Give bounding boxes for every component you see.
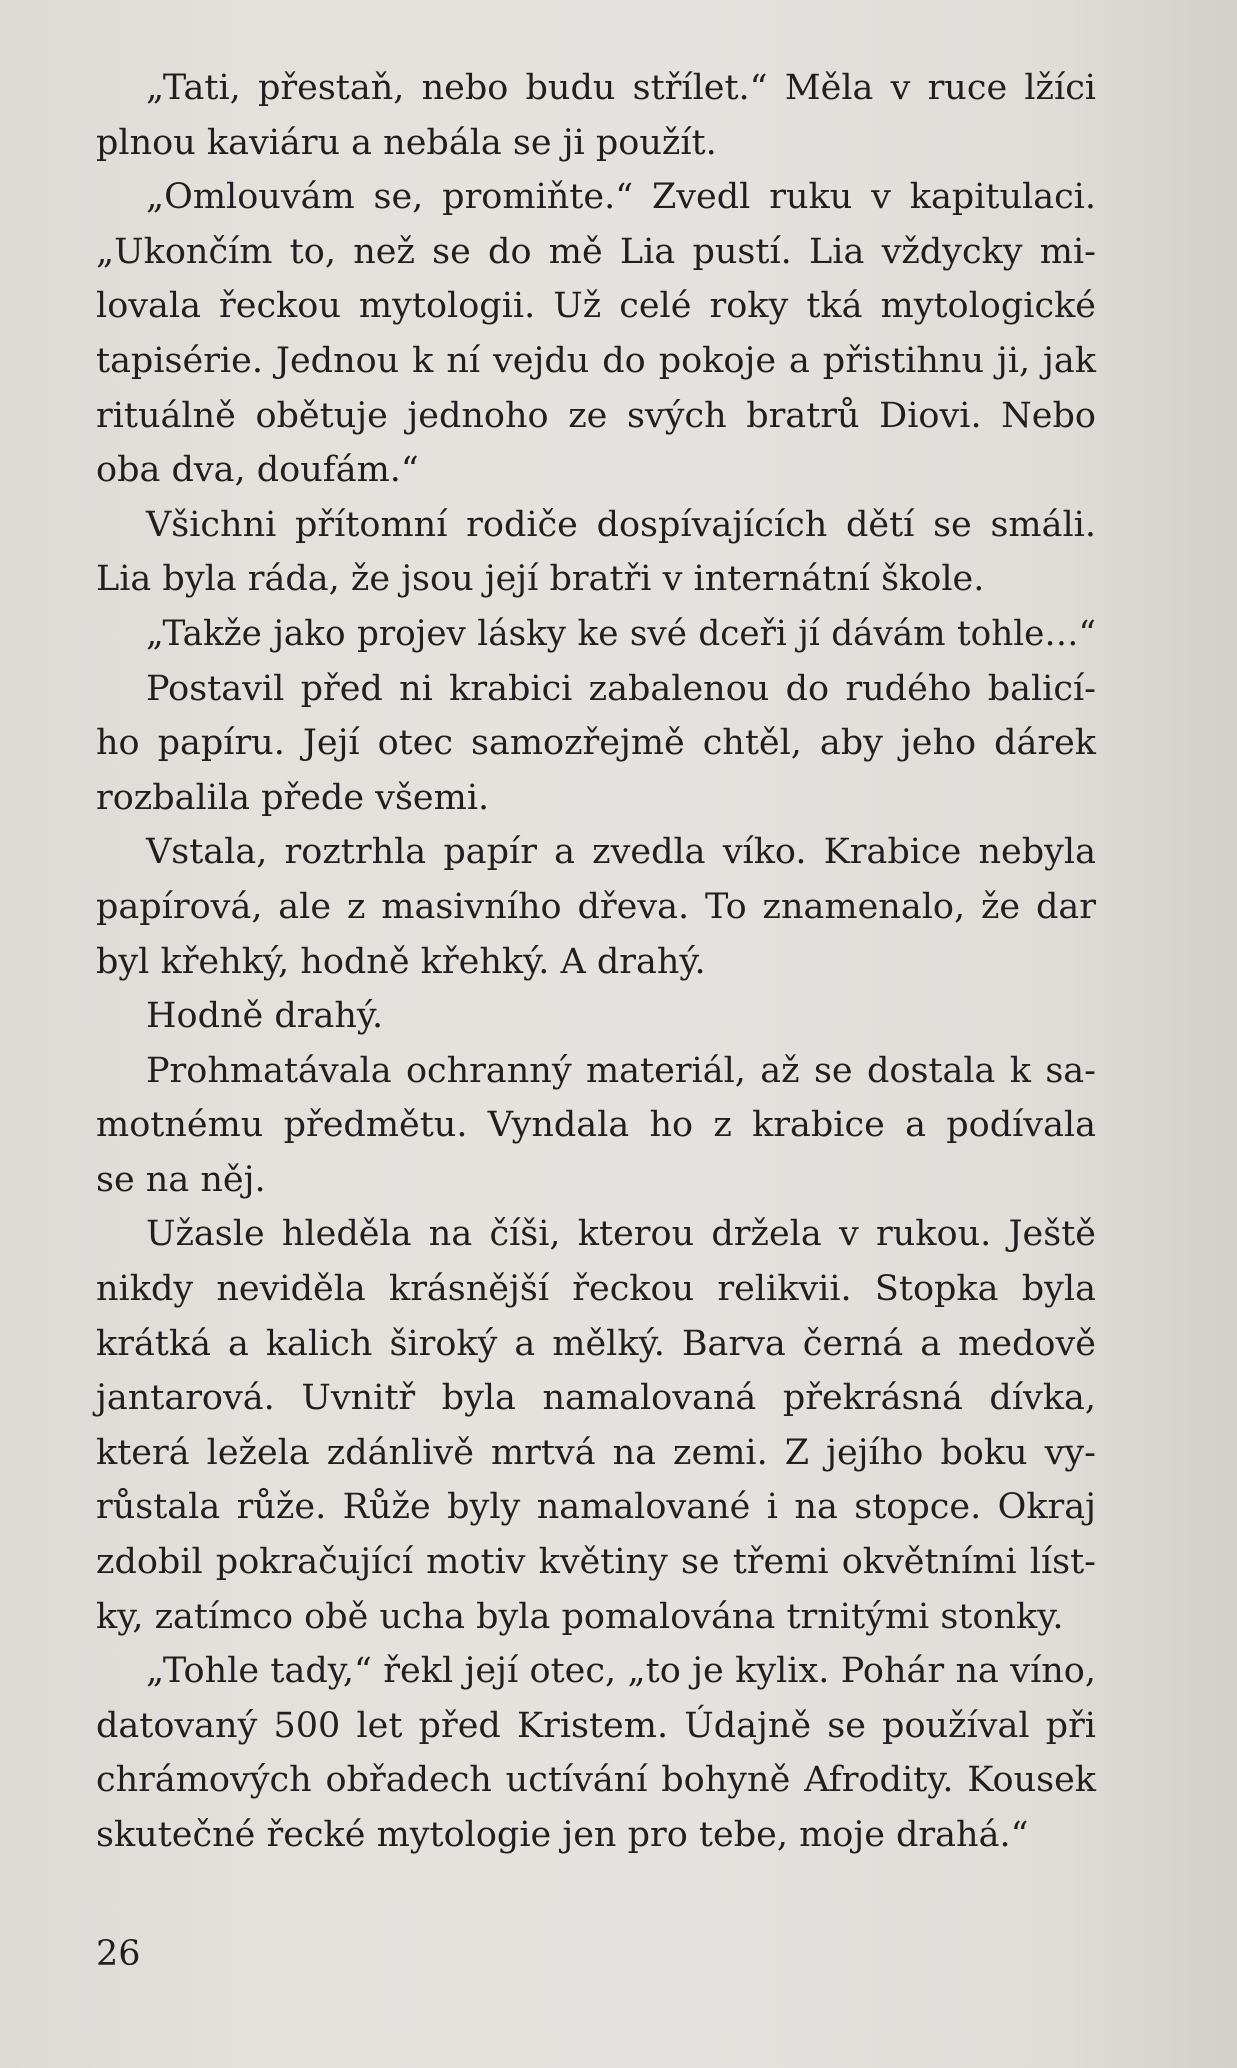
- text-line: Vstala, roztrhla papír a zvedla víko. Krabice nebyla: [146, 832, 1096, 873]
- text-line: „Tohle tady,“ řekl její otec, „to je kylix. Pohár na víno,: [146, 1651, 1096, 1692]
- text-line: krátká a kalich široký a mělký. Barva černá a medově: [96, 1323, 1096, 1364]
- text-line: zdobil pokračující motiv květiny se třemi okvětními líst-: [96, 1542, 1096, 1583]
- text-line: růstala růže. Růže byly namalované i na stopce. Okraj: [96, 1487, 1096, 1528]
- text-line: která ležela zdánlivě mrtvá na zemi. Z jejího boku vy-: [96, 1432, 1096, 1473]
- text-line: tapisérie. Jednou k ní vejdu do pokoje a přistihnu ji, jak: [96, 340, 1096, 381]
- text-line: ho papíru. Její otec samozřejmě chtěl, aby jeho dárek: [96, 723, 1096, 764]
- text-line: Hodně drahý.: [146, 996, 384, 1037]
- text-line: chrámových obřadech uctívání bohyně Afrodity. Kousek: [96, 1760, 1096, 1801]
- text-line: plnou kaviáru a nebála se ji použít.: [96, 122, 717, 163]
- text-line: „Omlouvám se, promiňte.“ Zvedl ruku v kapitulaci.: [146, 177, 1096, 218]
- text-line: rituálně obětuje jednoho ze svých bratrů Diovi. Nebo: [96, 395, 1096, 436]
- text-line: Užasle hleděla na číši, kterou držela v rukou. Ještě: [146, 1214, 1096, 1255]
- page-number: 26: [96, 1934, 141, 1974]
- text-line: rozbalila přede všemi.: [96, 777, 490, 818]
- text-line: byl křehký, hodně křehký. A drahý.: [96, 941, 706, 982]
- text-line: skutečné řecké mytologie jen pro tebe, moje drahá.“: [96, 1815, 1029, 1855]
- text-line: „Tati, přestaň, nebo budu střílet.“ Měla v ruce lžíci: [146, 68, 1096, 108]
- text-line: ky, zatímco obě ucha byla pomalována trnitými stonky.: [96, 1596, 1064, 1637]
- text-line: „Takže jako projev lásky ke své dceři jí dávám tohle…“: [146, 613, 1096, 654]
- text-line: nikdy neviděla krásnější řeckou relikvii. Stopka byla: [96, 1269, 1096, 1310]
- text-line: se na něj.: [96, 1159, 266, 1200]
- text-line: motnému předmětu. Vyndala ho z krabice a podívala: [96, 1105, 1096, 1146]
- text-line: Prohmatávala ochranný materiál, až se dostala k sa-: [146, 1050, 1096, 1091]
- text-line: datovaný 500 let před Kristem. Údajně se používal při: [96, 1705, 1096, 1746]
- text-line: oba dva, doufám.“: [96, 450, 419, 491]
- body-text: [96, 68, 1096, 1870]
- text-line: Všichni přítomní rodiče dospívajících dětí se smáli.: [146, 504, 1096, 545]
- text-line: Postavil před ni krabici zabalenou do rudého balicí-: [146, 668, 1096, 709]
- text-line: jantarová. Uvnitř byla namalovaná překrásná dívka,: [96, 1378, 1096, 1419]
- text-line: papírová, ale z masivního dřeva. To znamenalo, že dar: [96, 886, 1096, 927]
- text-line: „Ukončím to, než se do mě Lia pustí. Lia vždycky mi-: [96, 231, 1096, 272]
- text-line: lovala řeckou mytologii. Už celé roky tká mytologické: [96, 286, 1096, 327]
- text-line: Lia byla ráda, že jsou její bratři v internátní škole.: [96, 559, 985, 600]
